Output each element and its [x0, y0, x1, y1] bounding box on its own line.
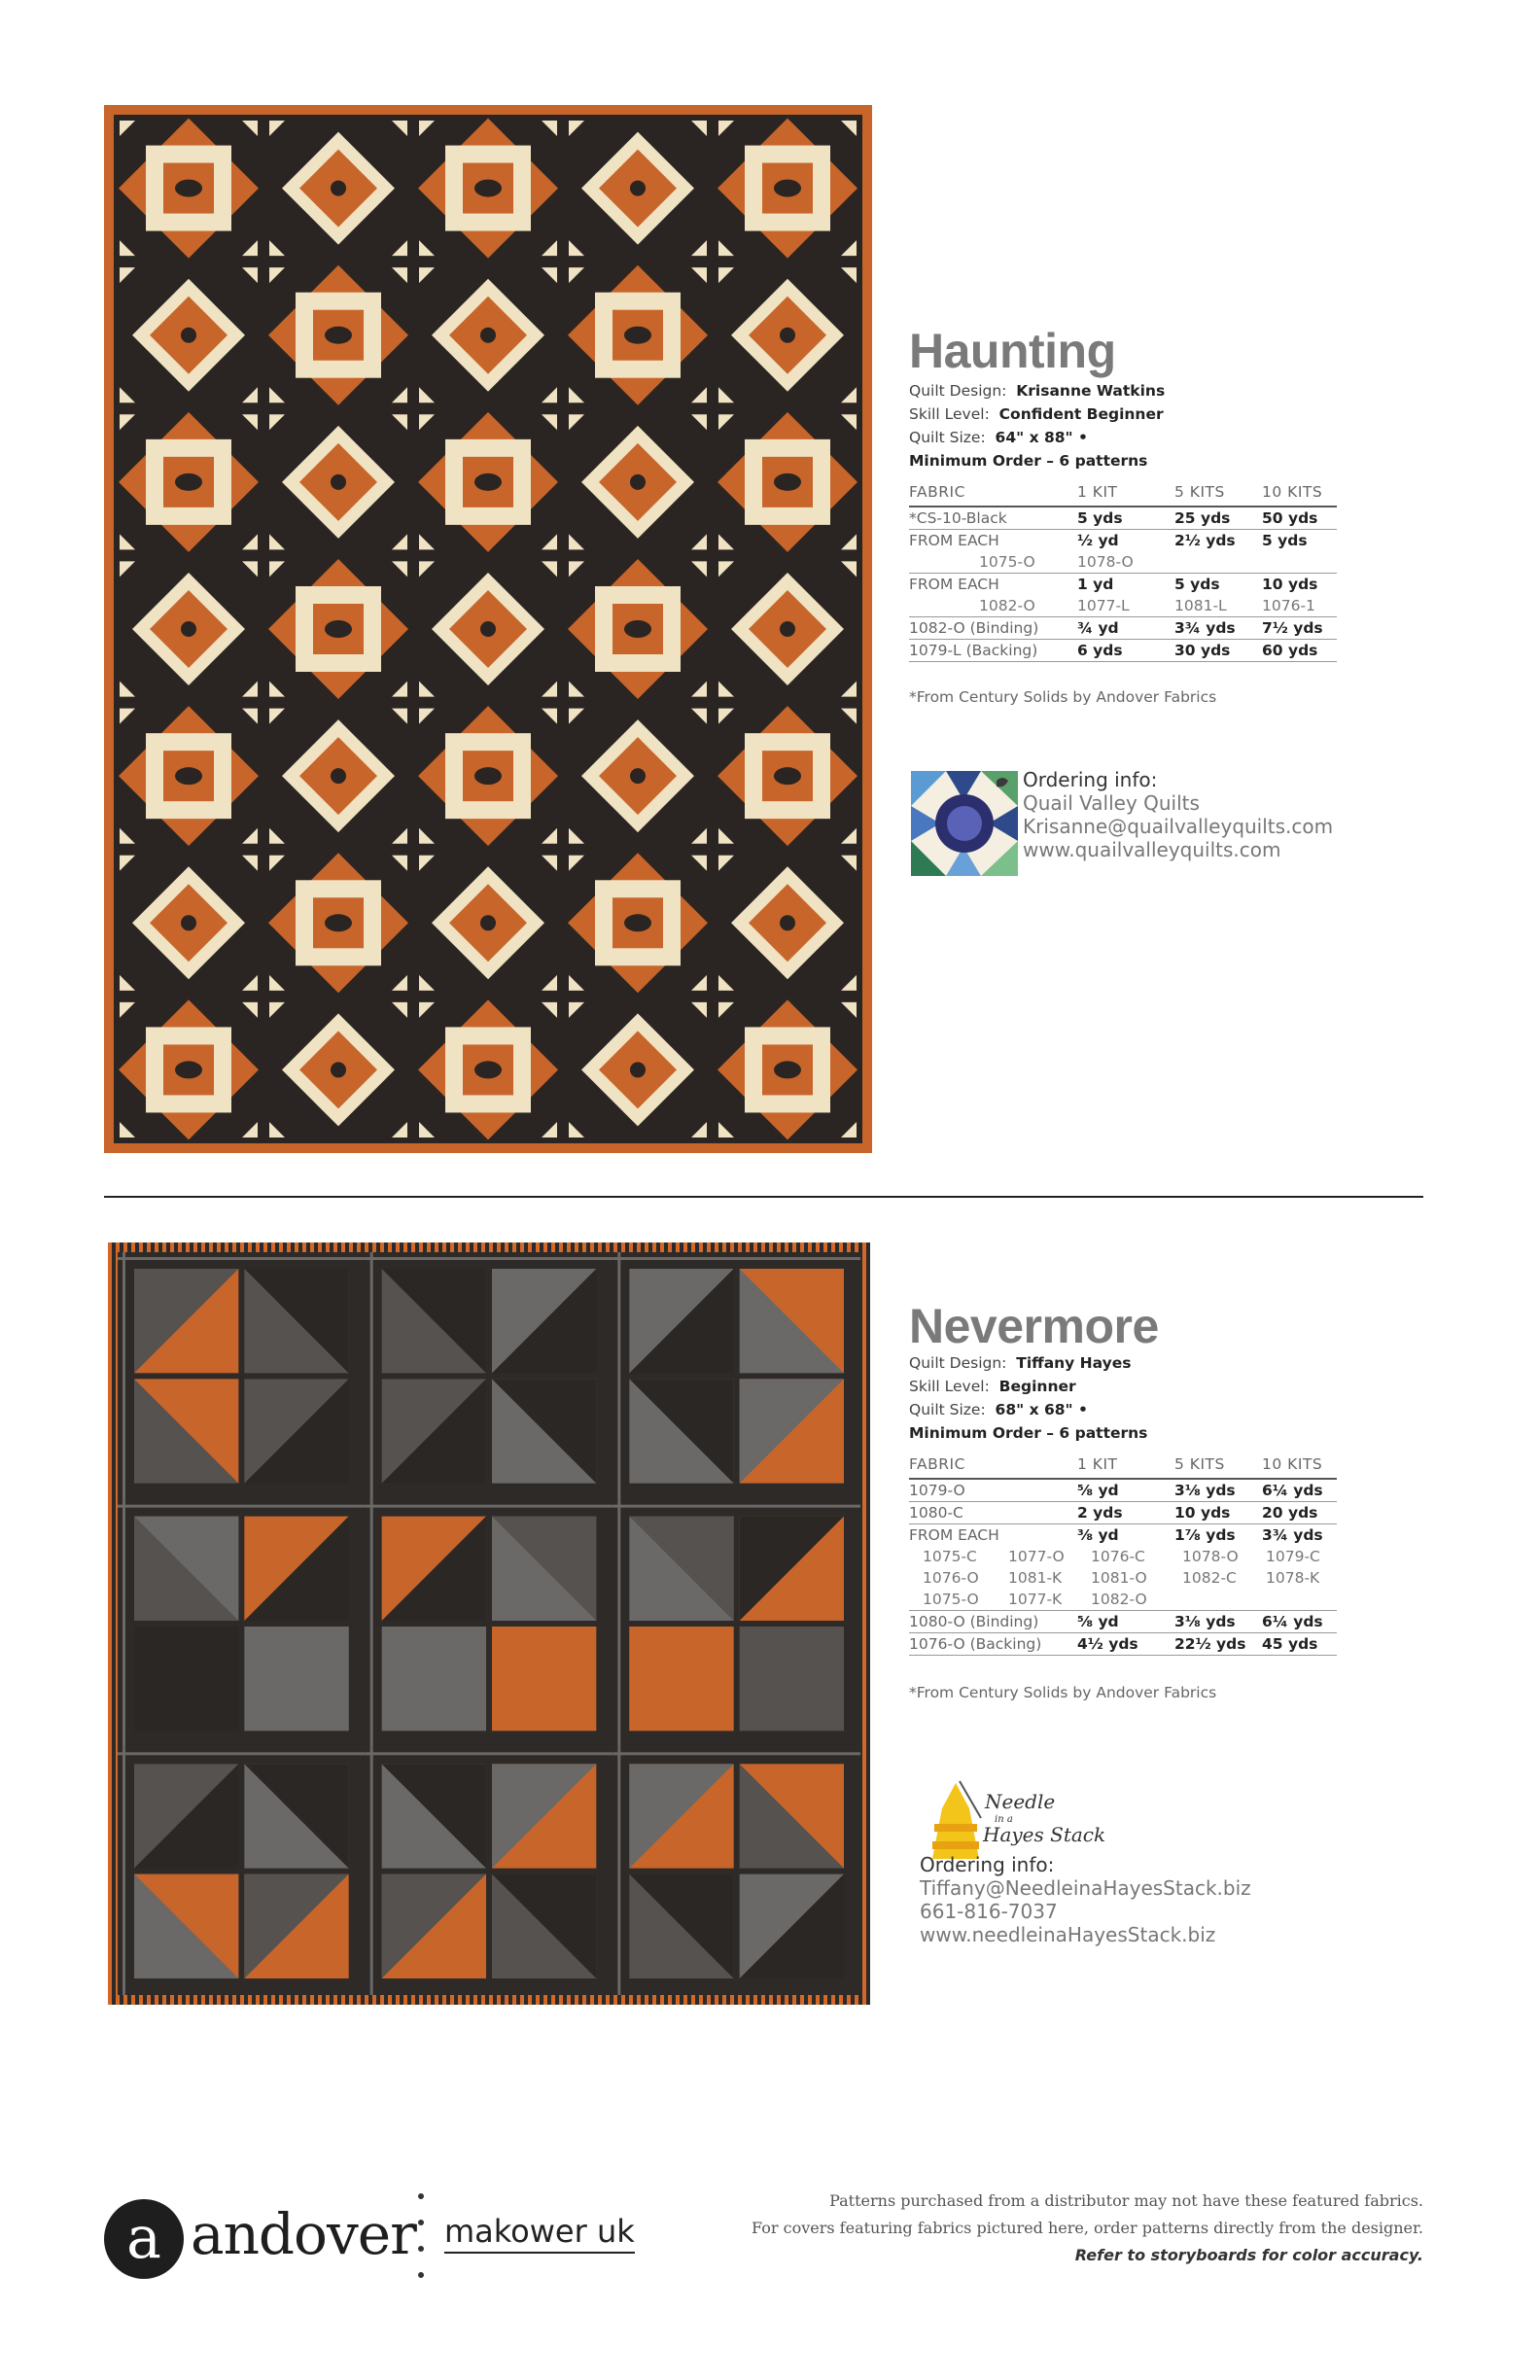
flying-geese — [242, 240, 258, 256]
section-divider — [104, 1196, 1423, 1198]
flying-geese — [242, 828, 258, 844]
flying-geese — [392, 414, 407, 430]
flying-geese — [419, 709, 435, 724]
flying-geese — [392, 387, 407, 402]
flying-geese — [392, 828, 407, 844]
flying-geese — [841, 387, 857, 402]
nevermore-ordering-email[interactable]: Tiffany@NeedleinaHayesStack.biz — [920, 1876, 1251, 1900]
andover-logo-text: andover — [191, 2201, 416, 2267]
flying-geese — [419, 828, 435, 844]
flying-geese — [691, 561, 707, 577]
quilt-block — [432, 866, 544, 979]
quilt-block — [718, 119, 858, 259]
quilt-block — [581, 719, 694, 832]
quilt-block — [119, 999, 259, 1139]
sashing-stripe — [122, 1500, 125, 1748]
flying-geese — [392, 1122, 407, 1138]
flying-geese — [691, 856, 707, 871]
sashing-stripe — [366, 1257, 613, 1260]
flying-geese — [242, 267, 258, 283]
flying-geese — [120, 240, 135, 256]
haunting-quilt-image — [104, 105, 872, 1153]
needle-in-a-hayes-stack-logo — [921, 1779, 1105, 1861]
flying-geese — [120, 414, 135, 430]
flying-geese — [569, 240, 584, 256]
table-row: 1076-O (Backing) 4½ yds 22½ yds 45 yds — [909, 1633, 1337, 1656]
quilt-block — [268, 265, 408, 405]
flying-geese — [691, 828, 707, 844]
flying-geese — [120, 709, 135, 724]
flying-geese — [718, 1002, 734, 1018]
flying-geese — [542, 856, 557, 871]
haunting-minimum-order: Minimum Order – 6 patterns — [909, 452, 1148, 470]
flying-geese — [242, 534, 258, 549]
sashing-stripe — [617, 1500, 620, 1748]
nevermore-minimum-order: Minimum Order – 6 patterns — [909, 1424, 1148, 1442]
haunting-footnote: *From Century Solids by Andover Fabrics — [909, 688, 1217, 706]
flying-geese — [569, 414, 584, 430]
flying-geese — [419, 121, 435, 136]
flying-geese — [569, 709, 584, 724]
flying-geese — [841, 709, 857, 724]
flying-geese — [120, 534, 135, 549]
quilt-block — [132, 866, 245, 979]
table-row: 1079-L (Backing) 6 yds 30 yds 60 yds — [909, 640, 1337, 662]
footer-separator-dots — [418, 2193, 424, 2291]
flying-geese — [718, 387, 734, 402]
flying-geese — [691, 975, 707, 991]
flying-geese — [542, 414, 557, 430]
flying-geese — [841, 1002, 857, 1018]
table-header-row: FABRIC 1 KIT 5 KITS 10 KITS — [909, 1451, 1337, 1479]
flying-geese — [841, 975, 857, 991]
flying-geese — [542, 387, 557, 402]
flying-geese — [569, 121, 584, 136]
flying-geese — [419, 682, 435, 697]
sashing-stripe — [122, 1252, 125, 1500]
quilt-block — [119, 412, 259, 552]
quilt-block — [568, 853, 708, 993]
flying-geese — [120, 856, 135, 871]
flying-geese — [392, 709, 407, 724]
quilt-block — [432, 279, 544, 392]
haunting-skill: Confident Beginner — [998, 405, 1164, 423]
sashing-stripe — [370, 1252, 373, 1500]
flying-geese — [718, 561, 734, 577]
quilt-block — [731, 573, 844, 685]
flying-geese — [542, 267, 557, 283]
flying-geese — [120, 561, 135, 577]
sashing-stripe — [366, 1505, 613, 1508]
flying-geese — [242, 975, 258, 991]
flying-geese — [392, 561, 407, 577]
flying-geese — [392, 1002, 407, 1018]
flying-geese — [419, 414, 435, 430]
table-row: 1080-O (Binding) ⅝ yd 3⅛ yds 6¼ yds — [909, 1611, 1337, 1633]
quilt-block — [132, 279, 245, 392]
quilt-block — [418, 119, 558, 259]
sashing-stripe — [612, 1505, 860, 1508]
nevermore-ordering-website[interactable]: www.needleinaHayesStack.biz — [920, 1923, 1216, 1946]
flying-geese — [392, 267, 407, 283]
flying-geese — [242, 1122, 258, 1138]
sashing-stripe — [118, 1752, 366, 1755]
flying-geese — [718, 534, 734, 549]
flying-geese — [691, 414, 707, 430]
flying-geese — [120, 828, 135, 844]
flying-geese — [269, 240, 285, 256]
flying-geese — [718, 682, 734, 697]
flying-geese — [718, 267, 734, 283]
flying-geese — [718, 240, 734, 256]
flying-geese — [242, 709, 258, 724]
flying-geese — [419, 1122, 435, 1138]
flying-geese — [392, 534, 407, 549]
flying-geese — [542, 561, 557, 577]
flying-geese — [841, 121, 857, 136]
quilt-block — [568, 559, 708, 699]
flying-geese — [718, 709, 734, 724]
flying-geese — [120, 1002, 135, 1018]
flying-geese — [691, 267, 707, 283]
sashing-stripe — [366, 1752, 613, 1755]
nevermore-fabric-table — [909, 1451, 1337, 1656]
quilt-block — [568, 265, 708, 405]
flying-geese — [419, 387, 435, 402]
svg-text:Hayes Stack: Hayes Stack — [983, 1823, 1105, 1846]
flying-geese — [569, 534, 584, 549]
flying-geese — [691, 121, 707, 136]
flying-geese — [569, 682, 584, 697]
flying-geese — [569, 856, 584, 871]
flying-geese — [691, 534, 707, 549]
flying-geese — [569, 561, 584, 577]
haunting-ordering-website[interactable]: www.quailvalleyquilts.com — [1023, 838, 1281, 861]
nevermore-ordering-info: Ordering info: Tiffany@NeedleinaHayesStack.biz 661-816-7037 www.needleinaHayesStack.biz — [920, 1853, 1251, 1946]
sashing-stripe — [118, 1505, 366, 1508]
flying-geese — [269, 1002, 285, 1018]
flying-geese — [569, 828, 584, 844]
flying-geese — [569, 1002, 584, 1018]
flying-geese — [392, 240, 407, 256]
table-row: FROM EACH 1075-C 1077-O 1076-O 1081-K 1075-O 1077-K ⅜ yd 1076-C 1081-O 1082-O 1⅞ yds 1078-O 1082-C 3¾ yds 1079-C 1078-K — [909, 1524, 1337, 1611]
flying-geese — [242, 121, 258, 136]
flying-geese — [392, 121, 407, 136]
flying-geese — [569, 387, 584, 402]
quilt-block — [432, 573, 544, 685]
svg-text:Needle: Needle — [985, 1790, 1056, 1813]
flying-geese — [569, 267, 584, 283]
flying-geese — [718, 414, 734, 430]
quilt-block — [119, 119, 259, 259]
table-row: 1079-O ⅝ yd 3⅛ yds 6¼ yds — [909, 1479, 1337, 1502]
sashing-stripe — [617, 1747, 620, 1995]
flying-geese — [419, 240, 435, 256]
quilt-block — [718, 412, 858, 552]
flying-geese — [419, 267, 435, 283]
table-row: FROM EACH 1075-O ½ yd 1078-O 2½ yds 5 yds — [909, 530, 1337, 574]
quilt-block — [282, 426, 395, 539]
flying-geese — [269, 975, 285, 991]
flying-geese — [542, 240, 557, 256]
quilt-block — [418, 999, 558, 1139]
table-row: 1080-C 2 yds 10 yds 20 yds — [909, 1502, 1337, 1524]
flying-geese — [269, 561, 285, 577]
flying-geese — [691, 1002, 707, 1018]
quilt-block — [282, 132, 395, 245]
haunting-ordering-name: Quail Valley Quilts — [1023, 791, 1200, 815]
flying-geese — [718, 856, 734, 871]
quilt-block — [132, 573, 245, 685]
haunting-meta: Quilt Design: Krisanne Watkins Skill Level: Confident Beginner Quilt Size: 64" x 88" • Minimum Order – 6 patterns — [909, 379, 1165, 472]
flying-geese — [841, 828, 857, 844]
flying-geese — [269, 682, 285, 697]
flying-geese — [269, 856, 285, 871]
flying-geese — [691, 1122, 707, 1138]
flying-geese — [242, 1002, 258, 1018]
flying-geese — [542, 828, 557, 844]
flying-geese — [542, 1002, 557, 1018]
haunting-fabric-table — [909, 478, 1337, 662]
nevermore-designer: Tiffany Hayes — [1016, 1354, 1132, 1372]
flying-geese — [419, 856, 435, 871]
flying-geese — [841, 1122, 857, 1138]
flying-geese — [242, 856, 258, 871]
quail-valley-logo — [911, 771, 1018, 876]
flying-geese — [542, 709, 557, 724]
flying-geese — [542, 534, 557, 549]
flying-geese — [419, 534, 435, 549]
haunting-ordering-info: Ordering info: Quail Valley Quilts Krisanne@quailvalleyquilts.com www.quailvalleyquilts.com — [1023, 768, 1334, 861]
flying-geese — [120, 121, 135, 136]
flying-geese — [841, 534, 857, 549]
sashing-stripe — [612, 1752, 860, 1755]
flying-geese — [691, 682, 707, 697]
haunting-title: Haunting — [909, 324, 1116, 378]
quilt-block — [268, 559, 408, 699]
nevermore-quilt-image — [108, 1242, 870, 2005]
flying-geese — [269, 1122, 285, 1138]
table-row: *CS-10-Black 5 yds 25 yds 50 yds — [909, 507, 1337, 530]
flying-geese — [542, 121, 557, 136]
flying-geese — [841, 240, 857, 256]
flying-geese — [718, 1122, 734, 1138]
flying-geese — [269, 534, 285, 549]
sashing-stripe — [612, 1257, 860, 1260]
svg-text:a: a — [126, 2204, 161, 2272]
nevermore-quilt-pattern — [118, 1252, 860, 1995]
flying-geese — [120, 387, 135, 402]
flying-geese — [542, 975, 557, 991]
flying-geese — [419, 1002, 435, 1018]
flying-geese — [841, 856, 857, 871]
quilt-block — [581, 1013, 694, 1126]
flying-geese — [841, 561, 857, 577]
flying-geese — [269, 387, 285, 402]
flying-geese — [269, 121, 285, 136]
quilt-block — [282, 719, 395, 832]
andover-a-icon — [104, 2199, 184, 2279]
flying-geese — [120, 1122, 135, 1138]
quilt-block — [718, 999, 858, 1139]
quilt-block — [418, 412, 558, 552]
flying-geese — [242, 414, 258, 430]
quilt-block — [282, 1013, 395, 1126]
flying-geese — [269, 709, 285, 724]
andover-logo-mark — [104, 2199, 184, 2279]
nevermore-title: Nevermore — [909, 1299, 1159, 1353]
flying-geese — [242, 682, 258, 697]
flying-geese — [542, 1122, 557, 1138]
flying-geese — [569, 975, 584, 991]
flying-geese — [120, 682, 135, 697]
nevermore-skill: Beginner — [998, 1378, 1076, 1395]
nevermore-ordering-phone: 661-816-7037 — [920, 1900, 1058, 1923]
table-row: 1082-O (Binding) ¾ yd 3¾ yds 7½ yds — [909, 617, 1337, 640]
sashing-stripe — [118, 1257, 366, 1260]
flying-geese — [718, 975, 734, 991]
flying-geese — [269, 267, 285, 283]
quilt-block — [731, 279, 844, 392]
nevermore-footnote: *From Century Solids by Andover Fabrics — [909, 1684, 1217, 1701]
flying-geese — [718, 828, 734, 844]
flying-geese — [419, 975, 435, 991]
quilt-block — [581, 426, 694, 539]
flying-geese — [242, 387, 258, 402]
quilt-block — [268, 853, 408, 993]
table-row: FROM EACH 1082-O 1 yd 1077-L 5 yds 1081-L 10 yds 1076-1 — [909, 574, 1337, 617]
sashing-stripe — [617, 1252, 620, 1500]
flying-geese — [691, 240, 707, 256]
table-header-row: FABRIC 1 KIT 5 KITS 10 KITS — [909, 478, 1337, 507]
haunting-size: 64" x 88" • — [995, 429, 1088, 446]
flying-geese — [419, 561, 435, 577]
flying-geese — [120, 975, 135, 991]
flying-geese — [841, 682, 857, 697]
nevermore-size: 68" x 68" • — [995, 1401, 1088, 1418]
quilt-block — [718, 706, 858, 846]
flying-geese — [269, 414, 285, 430]
haunting-quilt-pattern — [114, 115, 862, 1143]
flying-geese — [841, 267, 857, 283]
flying-geese — [242, 561, 258, 577]
flying-geese — [691, 709, 707, 724]
sashing-stripe — [370, 1747, 373, 1995]
flying-geese — [120, 267, 135, 283]
flying-geese — [269, 828, 285, 844]
quilt-block — [581, 132, 694, 245]
quilt-block — [418, 706, 558, 846]
haunting-designer: Krisanne Watkins — [1016, 382, 1166, 400]
nevermore-meta: Quilt Design: Tiffany Hayes Skill Level: Beginner Quilt Size: 68" x 68" • Minimum Order – 6 patterns — [909, 1351, 1147, 1445]
flying-geese — [392, 856, 407, 871]
haunting-ordering-email[interactable]: Krisanne@quailvalleyquilts.com — [1023, 815, 1334, 838]
sashing-stripe — [370, 1500, 373, 1748]
flying-geese — [841, 414, 857, 430]
svg-text:in a: in a — [995, 1814, 1013, 1825]
flying-geese — [392, 682, 407, 697]
quilt-block — [119, 706, 259, 846]
flying-geese — [569, 1122, 584, 1138]
flying-geese — [718, 121, 734, 136]
flying-geese — [542, 682, 557, 697]
quilt-block — [731, 866, 844, 979]
flying-geese — [691, 387, 707, 402]
flying-geese — [392, 975, 407, 991]
footer-disclaimer: Patterns purchased from a distributor may not have these featured fabrics. For covers featuring fabrics pictured here, order patterns directly from the designer. Refer to storyboards for color accuracy. — [752, 2191, 1423, 2264]
sashing-stripe — [122, 1747, 125, 1995]
makower-uk-logo: makower uk — [444, 2213, 635, 2254]
